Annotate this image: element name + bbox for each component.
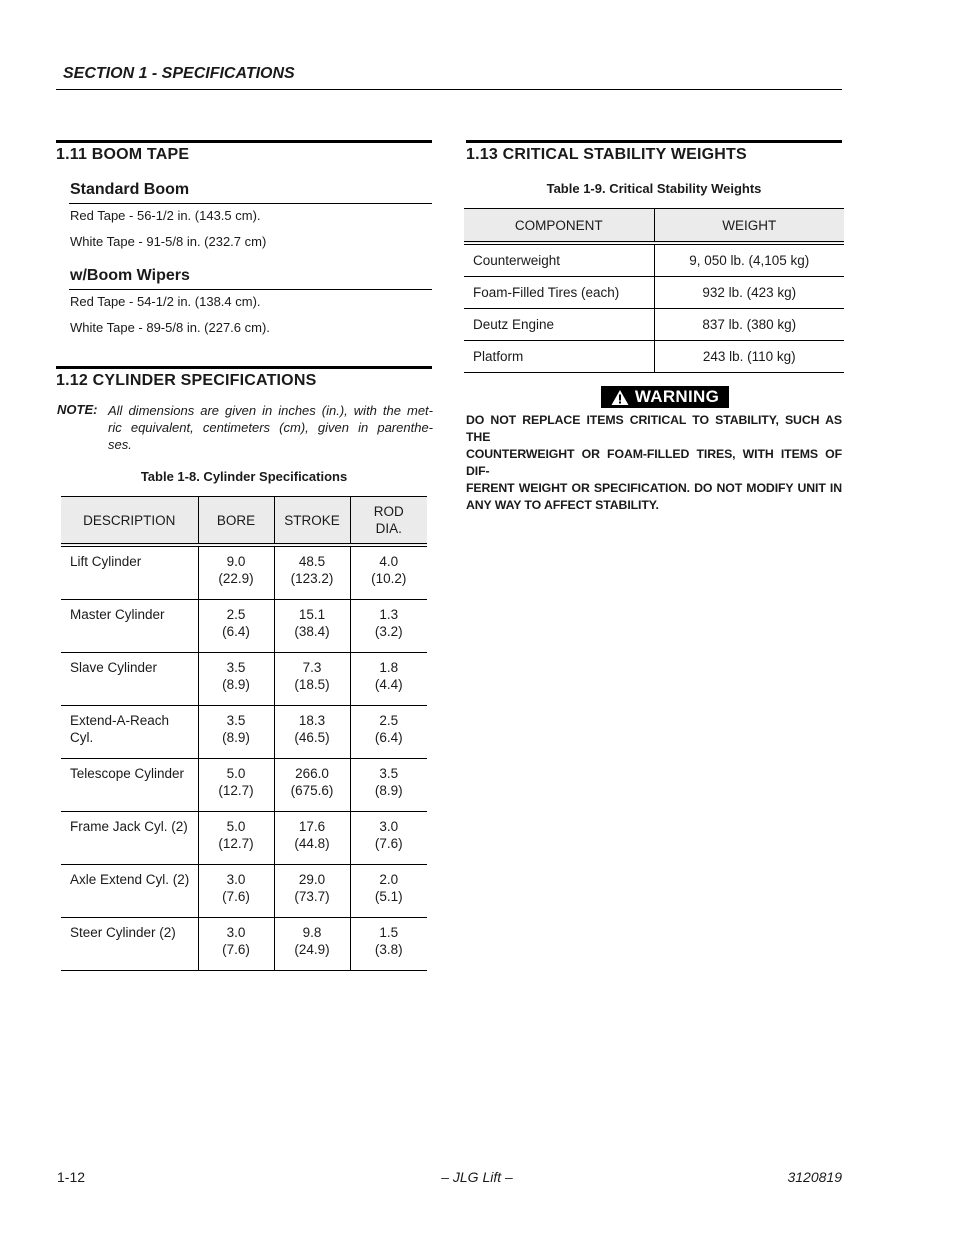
cell-stroke-line: (18.5) <box>294 677 330 692</box>
cell-component: Foam-Filled Tires (each) <box>464 277 654 309</box>
note-line: ses. <box>108 437 132 452</box>
table-row <box>464 341 844 373</box>
wipers-red-tape: Red Tape - 54-1/2 in. (138.4 cm). <box>70 294 261 309</box>
stability-rule <box>466 140 842 143</box>
cell-stroke-line: (123.2) <box>290 571 334 586</box>
cell-weight: 932 lb. (423 kg) <box>654 277 844 309</box>
table-row <box>61 865 427 918</box>
cell-rod-dia-line: 2.5 <box>379 713 399 728</box>
cell-rod-dia-line: (4.4) <box>374 677 403 692</box>
cell-stroke <box>274 545 350 600</box>
column-header-bore: BORE <box>198 497 274 546</box>
cell-rod-dia-line: (10.2) <box>371 571 407 586</box>
cell-stroke-line: (46.5) <box>294 730 330 745</box>
cell-bore-line: (22.9) <box>218 571 254 586</box>
column-header-component: COMPONENT <box>464 209 654 244</box>
table-row <box>464 277 844 309</box>
cell-bore-line: 5.0 <box>226 766 246 781</box>
cell-description-line: Telescope Cylinder <box>70 766 185 781</box>
cell-rod-dia-line: (3.2) <box>374 624 403 639</box>
cell-description-line: Master Cylinder <box>70 607 165 622</box>
table-row <box>464 243 844 277</box>
cell-rod-dia <box>350 759 427 812</box>
table-row <box>61 918 427 971</box>
cylinder-specs-heading: 1.12 CYLINDER SPECIFICATIONS <box>56 372 317 389</box>
cell-rod-dia-line: 1.8 <box>379 660 399 675</box>
warning-text <box>466 412 842 514</box>
section-header: SECTION 1 - SPECIFICATIONS <box>63 65 295 82</box>
cell-stroke <box>274 600 350 653</box>
cell-stroke-line: 18.3 <box>298 713 326 728</box>
cell-rod-dia-line: (7.6) <box>374 836 403 851</box>
stability-table-caption: Table 1-9. Critical Stability Weights <box>546 181 762 196</box>
footer-doc-number: 3120819 <box>787 1169 842 1185</box>
cell-bore-line: (7.6) <box>222 942 250 957</box>
cell-rod-dia-line: 1.5 <box>379 925 399 940</box>
cell-bore-line: (7.6) <box>222 889 250 904</box>
cell-stroke-line: 9.8 <box>302 925 322 940</box>
cell-bore-line: 2.5 <box>226 607 246 622</box>
cell-stroke <box>274 759 350 812</box>
standard-boom-rule <box>69 203 432 204</box>
cell-stroke-line: (73.7) <box>294 889 330 904</box>
cell-bore-line: 9.0 <box>226 554 246 569</box>
cell-stroke-line: 48.5 <box>298 554 326 569</box>
cell-description-line: Frame Jack Cyl. (2) <box>70 819 188 834</box>
warning-line: COUNTERWEIGHT OR FOAM-FILLED TIRES, WITH ITEMS OF DIF- <box>466 447 842 478</box>
cell-description <box>61 706 198 759</box>
cell-stroke-line: (44.8) <box>294 836 330 851</box>
cylinder-table-caption: Table 1-8. Cylinder Specifications <box>140 469 348 484</box>
cell-description-line: Lift Cylinder <box>70 554 142 569</box>
cell-rod-dia <box>350 918 427 971</box>
cell-rod-dia-line: (8.9) <box>374 783 403 798</box>
note-label: NOTE: <box>57 402 98 417</box>
cell-stroke <box>274 653 350 706</box>
cell-bore <box>198 600 274 653</box>
cell-description-line: Steer Cylinder (2) <box>70 925 176 940</box>
column-header-rod-dia <box>350 497 427 546</box>
cell-stroke-line: (24.9) <box>294 942 330 957</box>
cell-stroke-line: 266.0 <box>295 766 329 781</box>
cell-rod-dia-line: (5.1) <box>374 889 403 904</box>
cell-rod-dia-line: 3.0 <box>379 819 399 834</box>
cell-description <box>61 865 198 918</box>
note-line: All dimensions are given in inches (in.), with the met- <box>108 403 433 418</box>
cell-bore <box>198 545 274 600</box>
cell-rod-dia-line: 2.0 <box>379 872 399 887</box>
cell-rod-dia-line: 1.3 <box>379 607 399 622</box>
cell-bore <box>198 865 274 918</box>
column-header-weight: WEIGHT <box>654 209 844 244</box>
cell-weight: 837 lb. (380 kg) <box>654 309 844 341</box>
cell-stroke-line: (38.4) <box>294 624 330 639</box>
cell-component: Deutz Engine <box>464 309 654 341</box>
cell-rod-dia-line: 4.0 <box>379 554 399 569</box>
cell-stroke-line: 29.0 <box>298 872 326 887</box>
cell-bore-line: (8.9) <box>222 730 250 745</box>
cell-stroke <box>274 918 350 971</box>
cell-stroke-line: 17.6 <box>298 819 326 834</box>
standard-red-tape: Red Tape - 56-1/2 in. (143.5 cm). <box>70 208 261 223</box>
standard-boom-subheading: Standard Boom <box>70 181 190 198</box>
wipers-white-tape: White Tape - 89-5/8 in. (227.6 cm). <box>70 320 270 335</box>
cell-description <box>61 600 198 653</box>
standard-white-tape: White Tape - 91-5/8 in. (232.7 cm) <box>70 234 267 249</box>
warning-line: DO NOT REPLACE ITEMS CRITICAL TO STABILITY, SUCH AS THE <box>466 413 842 444</box>
warning-label: WARNING <box>634 387 720 406</box>
cell-bore <box>198 706 274 759</box>
table-row <box>61 653 427 706</box>
cell-stroke-line: 15.1 <box>298 607 326 622</box>
cell-bore-line: (6.4) <box>222 624 250 639</box>
cell-description <box>61 918 198 971</box>
cell-rod-dia <box>350 706 427 759</box>
cell-rod-dia-line: 3.5 <box>379 766 399 781</box>
cell-description-line: Axle Extend Cyl. (2) <box>70 872 190 887</box>
cell-description-line: Cyl. <box>70 730 94 745</box>
cell-description <box>61 812 198 865</box>
cell-description <box>61 545 198 600</box>
column-header-dia-line: DIA. <box>375 521 402 536</box>
cell-component: Platform <box>464 341 654 373</box>
cell-stroke <box>274 865 350 918</box>
cell-weight: 243 lb. (110 kg) <box>654 341 844 373</box>
cell-bore-line: 5.0 <box>226 819 246 834</box>
wipers-rule <box>69 289 432 290</box>
warning-triangle-icon <box>611 389 629 406</box>
stability-weights-table <box>464 208 844 373</box>
cell-component: Counterweight <box>464 243 654 277</box>
cell-description <box>61 759 198 812</box>
cell-bore-line: 3.5 <box>226 713 246 728</box>
cell-rod-dia <box>350 865 427 918</box>
cell-bore-line: (8.9) <box>222 677 250 692</box>
footer-center: – JLG Lift – <box>441 1169 513 1185</box>
table-row <box>61 706 427 759</box>
cell-rod-dia <box>350 812 427 865</box>
cylinder-specs-table <box>61 496 427 971</box>
header-rule <box>56 89 842 90</box>
table-row <box>61 545 427 600</box>
table-row <box>464 309 844 341</box>
column-header-rod-line: ROD <box>373 504 404 519</box>
cell-rod-dia <box>350 653 427 706</box>
table-header-row <box>61 497 427 546</box>
cell-stroke-line: 7.3 <box>302 660 322 675</box>
cylinder-specs-rule <box>56 366 432 369</box>
column-header-stroke: STROKE <box>274 497 350 546</box>
cell-bore-line: 3.5 <box>226 660 246 675</box>
cell-stroke <box>274 706 350 759</box>
table-header-row <box>464 209 844 244</box>
warning-line: ANY WAY TO AFFECT STABILITY. <box>466 498 659 512</box>
cell-bore <box>198 812 274 865</box>
cell-bore <box>198 653 274 706</box>
wipers-subheading: w/Boom Wipers <box>70 267 190 284</box>
cell-bore <box>198 918 274 971</box>
cell-bore-line: (12.7) <box>218 783 254 798</box>
warning-line: FERENT WEIGHT OR SPECIFICATION. DO NOT MODIFY UNIT IN <box>466 481 842 495</box>
footer-page-number: 1-12 <box>57 1169 86 1185</box>
cell-weight: 9, 050 lb. (4,105 kg) <box>654 243 844 277</box>
cell-stroke <box>274 812 350 865</box>
table-row <box>61 759 427 812</box>
cell-rod-dia <box>350 545 427 600</box>
cell-bore-line: 3.0 <box>226 872 246 887</box>
cell-rod-dia-line: (3.8) <box>374 942 403 957</box>
cell-rod-dia <box>350 600 427 653</box>
cell-stroke-line: (675.6) <box>290 783 334 798</box>
note-line: ric equivalent, centimeters (cm), given in parenthe- <box>108 420 433 435</box>
table-row <box>61 600 427 653</box>
warning-badge <box>601 386 729 408</box>
cell-description-line: Slave Cylinder <box>70 660 158 675</box>
cell-bore <box>198 759 274 812</box>
cell-bore-line: 3.0 <box>226 925 246 940</box>
cell-bore-line: (12.7) <box>218 836 254 851</box>
boom-tape-heading: 1.11 BOOM TAPE <box>56 146 190 163</box>
note-text <box>108 402 433 453</box>
cell-rod-dia-line: (6.4) <box>374 730 403 745</box>
column-header-description: DESCRIPTION <box>61 497 198 546</box>
stability-heading: 1.13 CRITICAL STABILITY WEIGHTS <box>466 146 747 163</box>
boom-tape-rule <box>56 140 432 143</box>
table-row <box>61 812 427 865</box>
cell-description <box>61 653 198 706</box>
cell-description-line: Extend-A-Reach <box>70 713 170 728</box>
